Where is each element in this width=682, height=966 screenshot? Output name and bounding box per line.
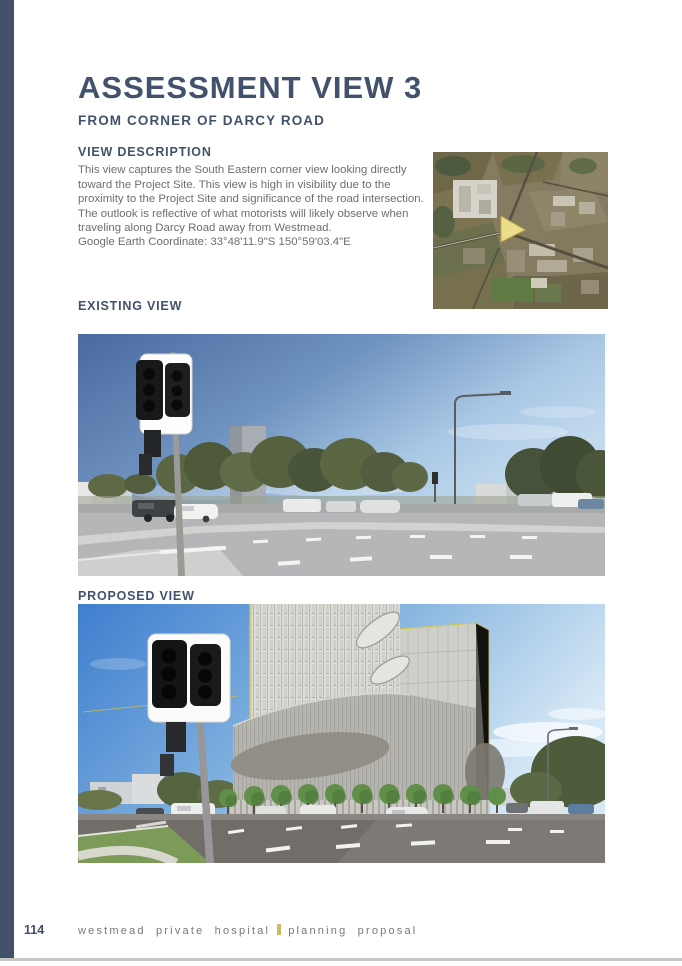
footer-separator-bar	[277, 924, 281, 935]
view-description-body: This view captures the South Eastern corner view looking directly toward the Project Site. This view is high in visibility due to the proximity to the Project Site and significance of the road intersection. The outlook is reflective of what motorists will likely observe when traveling along Darcy Road away from Westmead.	[78, 164, 424, 235]
view-description-heading: VIEW DESCRIPTION	[78, 145, 212, 159]
page-title: ASSESSMENT VIEW 3	[78, 70, 423, 105]
proposed-view-heading: PROPOSED VIEW	[78, 589, 195, 603]
page-number: 114	[24, 923, 45, 937]
existing-view-graphic	[78, 334, 605, 576]
left-accent-bar	[0, 0, 14, 958]
existing-view-photo	[78, 334, 605, 576]
existing-view-heading: EXISTING VIEW	[78, 299, 183, 313]
aerial-map-image	[433, 152, 608, 309]
page-bottom-edge	[0, 958, 682, 961]
coordinate-text: Google Earth Coordinate: 33°48'11.9"S 150°59'03.4"E	[78, 236, 351, 248]
footer-right-text: planning proposal	[288, 925, 418, 937]
proposed-view-photo	[78, 604, 605, 863]
footer-text	[78, 924, 417, 937]
footer-left-text: westmead private hospital	[78, 925, 271, 937]
aerial-map-graphic	[433, 152, 608, 309]
page-footer	[0, 921, 682, 941]
proposed-view-graphic	[78, 604, 605, 863]
page-subtitle: FROM CORNER OF DARCY ROAD	[78, 113, 326, 128]
